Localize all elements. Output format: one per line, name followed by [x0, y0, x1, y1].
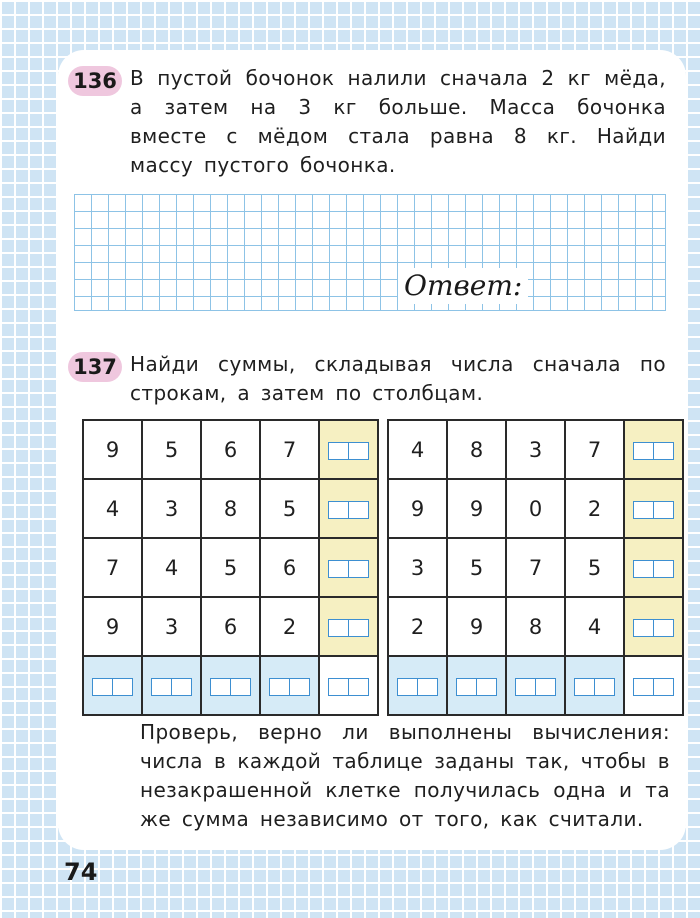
column-sum-cell[interactable]: [388, 656, 447, 715]
table-cell: 8: [201, 479, 260, 538]
row-sum-cell[interactable]: [319, 597, 378, 656]
table-cell: 7: [260, 420, 319, 479]
table-cell: 3: [388, 538, 447, 597]
table-cell: 7: [83, 538, 142, 597]
answer-box-pair[interactable]: [633, 560, 674, 578]
table-cell: 9: [83, 597, 142, 656]
answer-box-pair[interactable]: [328, 442, 369, 460]
sum-table-1: [82, 419, 379, 716]
answer-box-pair[interactable]: [515, 678, 556, 696]
table-cell: 5: [565, 538, 624, 597]
answer-box-pair[interactable]: [633, 442, 674, 460]
sum-table-2: [387, 419, 684, 716]
table-cell: 0: [506, 479, 565, 538]
table-cell: 9: [83, 420, 142, 479]
table-cell: 6: [201, 420, 260, 479]
task-136-number: 136: [68, 66, 122, 96]
table-cell: 7: [565, 420, 624, 479]
check-instructions: Проверь, верно ли выполнены вычисления: числа в каждой таблице заданы так, чтобы в незакрашенной клетке получилась одна и та же сумма независимо от того, как считали.: [140, 720, 670, 831]
answer-box-pair[interactable]: [151, 678, 192, 696]
total-sum-cell[interactable]: [319, 656, 378, 715]
row-sum-cell[interactable]: [319, 479, 378, 538]
answer-box-pair[interactable]: [456, 678, 497, 696]
answer-label: Ответ:: [398, 268, 528, 304]
answer-box-pair[interactable]: [210, 678, 251, 696]
answer-box-pair[interactable]: [328, 619, 369, 637]
answer-box-pair[interactable]: [397, 678, 438, 696]
table-cell: 4: [565, 597, 624, 656]
column-sum-cell[interactable]: [506, 656, 565, 715]
answer-box-pair[interactable]: [269, 678, 310, 696]
table-cell: 5: [260, 479, 319, 538]
table-cell: 5: [142, 420, 201, 479]
row-sum-cell[interactable]: [624, 538, 683, 597]
row-sum-cell[interactable]: [624, 479, 683, 538]
column-sum-cell[interactable]: [83, 656, 142, 715]
answer-box-pair[interactable]: [328, 501, 369, 519]
table-cell: 6: [201, 597, 260, 656]
answer-box-pair[interactable]: [633, 501, 674, 519]
table-cell: 3: [506, 420, 565, 479]
column-sum-cell[interactable]: [565, 656, 624, 715]
table-cell: 7: [506, 538, 565, 597]
task-136-text: В пустой бочонок налили сначала 2 кг мёда, а затем на 3 кг больше. Масса бочонка вместе с мёдом стала равна 8 кг. Найди массу пустого бочонка.: [130, 66, 666, 177]
task-137-number: 137: [68, 352, 122, 382]
answer-box-pair[interactable]: [92, 678, 133, 696]
answer-box-pair[interactable]: [328, 560, 369, 578]
answer-box-pair[interactable]: [574, 678, 615, 696]
table-cell: 5: [447, 538, 506, 597]
total-sum-cell[interactable]: [624, 656, 683, 715]
answer-box-pair[interactable]: [633, 619, 674, 637]
table-cell: 8: [506, 597, 565, 656]
table-cell: 6: [260, 538, 319, 597]
table-cell: 9: [447, 597, 506, 656]
column-sum-cell[interactable]: [142, 656, 201, 715]
table-cell: 2: [388, 597, 447, 656]
table-cell: 4: [83, 479, 142, 538]
table-cell: 9: [447, 479, 506, 538]
table-cell: 9: [388, 479, 447, 538]
row-sum-cell[interactable]: [624, 597, 683, 656]
row-sum-cell[interactable]: [624, 420, 683, 479]
column-sum-cell[interactable]: [260, 656, 319, 715]
table-cell: 4: [142, 538, 201, 597]
task-137-text: Найди суммы, складывая числа сначала по строкам, а затем по столбцам.: [130, 352, 666, 405]
answer-grid-136[interactable]: [74, 194, 666, 311]
column-sum-cell[interactable]: [201, 656, 260, 715]
table-cell: 8: [447, 420, 506, 479]
table-cell: 5: [201, 538, 260, 597]
table-cell: 2: [565, 479, 624, 538]
table-cell: 3: [142, 597, 201, 656]
row-sum-cell[interactable]: [319, 420, 378, 479]
table-cell: 3: [142, 479, 201, 538]
answer-box-pair[interactable]: [328, 678, 369, 696]
page-number: 74: [64, 858, 98, 886]
answer-box-pair[interactable]: [633, 678, 674, 696]
table-cell: 4: [388, 420, 447, 479]
row-sum-cell[interactable]: [319, 538, 378, 597]
column-sum-cell[interactable]: [447, 656, 506, 715]
table-cell: 2: [260, 597, 319, 656]
